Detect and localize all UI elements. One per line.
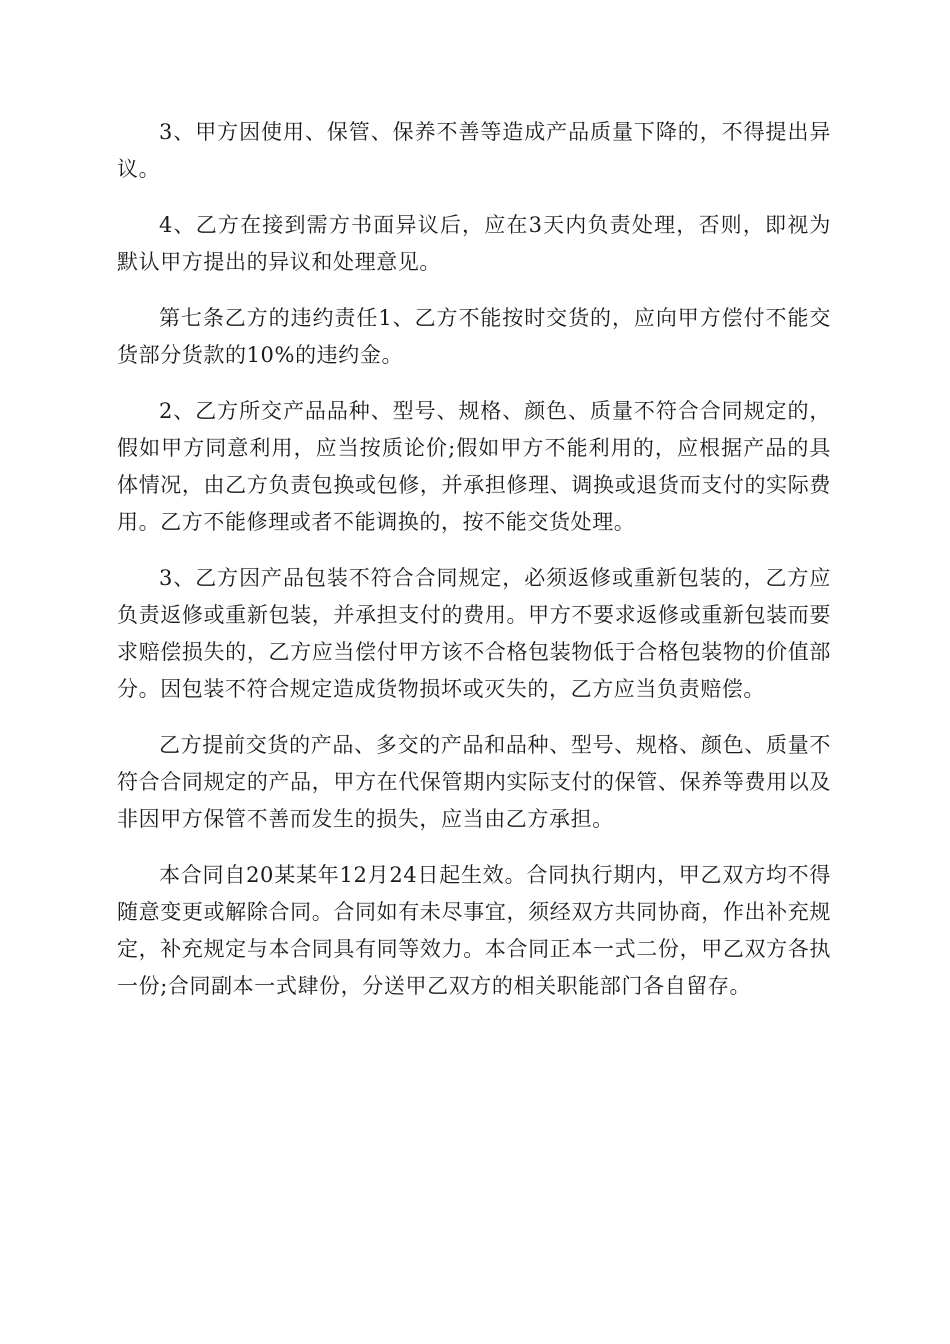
paragraph-clause-3-objection: 3、甲方因使用、保管、保养不善等造成产品质量下降的，不得提出异议。	[117, 120, 831, 181]
paragraph-effective-date: 本合同自20某某年12月24日起生效。合同执行期内，甲乙双方均不得随意变更或解除合同。合同如有未尽事宜，须经双方共同协商，作出补充规定，补充规定与本合同具有同等效力。本合同正本一式二份，甲乙双方各执一份;合同副本一式肆份，分送甲乙双方的相关职能部门各自留存。	[117, 863, 831, 998]
paragraph-clause-3-packaging: 3、乙方因产品包装不符合合同规定，必须返修或重新包装的，乙方应负责返修或重新包装，并承担支付的费用。甲方不要求返修或重新包装而要求赔偿损失的，乙方应当偿付甲方该不合格包装物低于合格包装物的价值部分。因包装不符合规定造成货物损坏或灭失的，乙方应当负责赔偿。	[117, 566, 831, 701]
paragraph-article-7-liability: 第七条乙方的违约责任1、乙方不能按时交货的，应向甲方偿付不能交货部分货款的10%的违约金。	[117, 306, 831, 367]
paragraph-clause-2-quality: 2、乙方所交产品品种、型号、规格、颜色、质量不符合合同规定的，假如甲方同意利用，应当按质论价;假如甲方不能利用的，应根据产品的具体情况，由乙方负责包换或包修，并承担修理、调换或退货而支付的实际费用。乙方不能修理或者不能调换的，按不能交货处理。	[117, 399, 831, 534]
paragraph-early-delivery: 乙方提前交货的产品、多交的产品和品种、型号、规格、颜色、质量不符合合同规定的产品，甲方在代保管期内实际支付的保管、保养等费用以及非因甲方保管不善而发生的损失，应当由乙方承担。	[117, 733, 831, 831]
paragraph-clause-4-handling: 4、乙方在接到需方书面异议后，应在3天内负责处理，否则，即视为默认甲方提出的异议和处理意见。	[117, 213, 831, 274]
document-body	[117, 114, 831, 1024]
